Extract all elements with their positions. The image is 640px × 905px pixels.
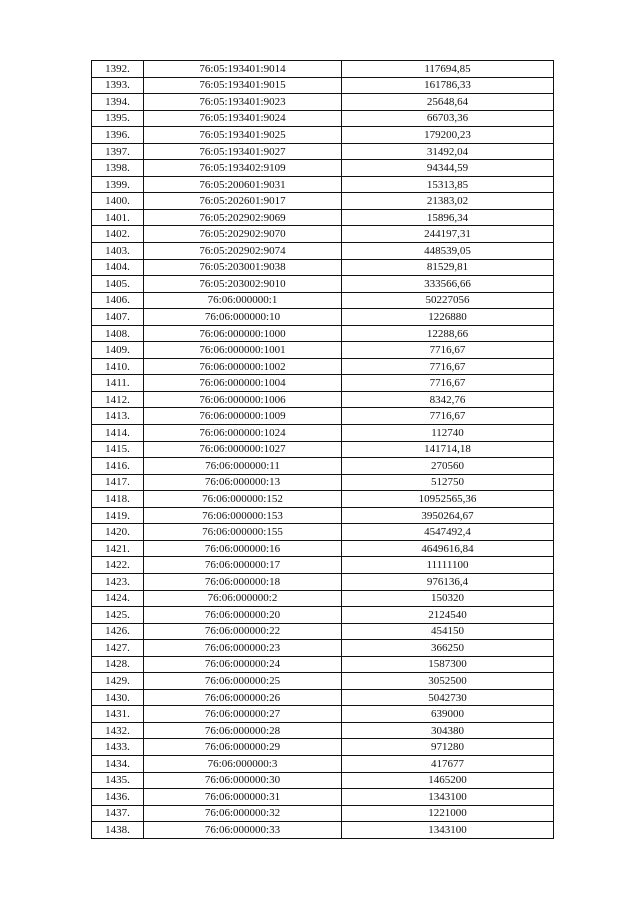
cadastral-number-cell: 76:05:202902:9074 xyxy=(144,243,342,260)
cadastral-number-cell: 76:06:000000:153 xyxy=(144,507,342,524)
cadastral-number-cell: 76:05:193402:9109 xyxy=(144,160,342,177)
cadastral-number-cell: 76:05:193401:9015 xyxy=(144,77,342,94)
table-row xyxy=(92,507,554,524)
value-cell: 1221000 xyxy=(342,805,554,822)
cadastral-number-cell: 76:06:000000:28 xyxy=(144,722,342,739)
cadastral-number-cell: 76:06:000000:1001 xyxy=(144,342,342,359)
row-number-cell: 1397. xyxy=(92,143,144,160)
value-cell: 454150 xyxy=(342,623,554,640)
value-cell: 141714,18 xyxy=(342,441,554,458)
cadastral-number-cell: 76:06:000000:24 xyxy=(144,656,342,673)
cadastral-number-cell: 76:05:202601:9017 xyxy=(144,193,342,210)
row-number-cell: 1400. xyxy=(92,193,144,210)
row-number-cell: 1436. xyxy=(92,789,144,806)
value-cell: 448539,05 xyxy=(342,243,554,260)
value-cell: 1343100 xyxy=(342,789,554,806)
table-row xyxy=(92,408,554,425)
value-cell: 4649616,84 xyxy=(342,540,554,557)
cadastral-number-cell: 76:06:000000:27 xyxy=(144,706,342,723)
table-row xyxy=(92,425,554,442)
cadastral-number-cell: 76:05:193401:9014 xyxy=(144,61,342,78)
value-cell: 31492,04 xyxy=(342,143,554,160)
value-cell: 1465200 xyxy=(342,772,554,789)
cadastral-number-cell: 76:06:000000:16 xyxy=(144,540,342,557)
row-number-cell: 1394. xyxy=(92,94,144,111)
value-cell: 333566,66 xyxy=(342,276,554,293)
cadastral-number-cell: 76:06:000000:22 xyxy=(144,623,342,640)
row-number-cell: 1427. xyxy=(92,640,144,657)
value-cell: 4547492,4 xyxy=(342,524,554,541)
cadastral-number-cell: 76:06:000000:18 xyxy=(144,573,342,590)
value-cell: 2124540 xyxy=(342,607,554,624)
row-number-cell: 1405. xyxy=(92,276,144,293)
table-row xyxy=(92,722,554,739)
cadastral-value-table xyxy=(91,60,554,839)
row-number-cell: 1434. xyxy=(92,755,144,772)
cadastral-number-cell: 76:06:000000:1027 xyxy=(144,441,342,458)
cadastral-number-cell: 76:06:000000:26 xyxy=(144,689,342,706)
cadastral-number-cell: 76:06:000000:1 xyxy=(144,292,342,309)
table-row xyxy=(92,755,554,772)
row-number-cell: 1414. xyxy=(92,425,144,442)
row-number-cell: 1406. xyxy=(92,292,144,309)
table-row xyxy=(92,524,554,541)
row-number-cell: 1403. xyxy=(92,243,144,260)
table-row xyxy=(92,656,554,673)
value-cell: 639000 xyxy=(342,706,554,723)
row-number-cell: 1431. xyxy=(92,706,144,723)
value-cell: 15313,85 xyxy=(342,176,554,193)
row-number-cell: 1398. xyxy=(92,160,144,177)
table-row xyxy=(92,292,554,309)
table-row xyxy=(92,805,554,822)
cadastral-number-cell: 76:06:000000:1006 xyxy=(144,391,342,408)
cadastral-number-cell: 76:06:000000:1009 xyxy=(144,408,342,425)
table-row xyxy=(92,110,554,127)
cadastral-number-cell: 76:06:000000:31 xyxy=(144,789,342,806)
row-number-cell: 1417. xyxy=(92,474,144,491)
row-number-cell: 1423. xyxy=(92,573,144,590)
row-number-cell: 1407. xyxy=(92,309,144,326)
value-cell: 10952565,36 xyxy=(342,491,554,508)
value-cell: 50227056 xyxy=(342,292,554,309)
value-cell: 15896,34 xyxy=(342,209,554,226)
table-row xyxy=(92,640,554,657)
table-row xyxy=(92,391,554,408)
cadastral-number-cell: 76:06:000000:1004 xyxy=(144,375,342,392)
row-number-cell: 1411. xyxy=(92,375,144,392)
value-cell: 976136,4 xyxy=(342,573,554,590)
row-number-cell: 1399. xyxy=(92,176,144,193)
cadastral-number-cell: 76:06:000000:10 xyxy=(144,309,342,326)
value-cell: 8342,76 xyxy=(342,391,554,408)
value-cell: 244197,31 xyxy=(342,226,554,243)
value-cell: 5042730 xyxy=(342,689,554,706)
cadastral-number-cell: 76:06:000000:1002 xyxy=(144,358,342,375)
cadastral-number-cell: 76:05:203002:9010 xyxy=(144,276,342,293)
row-number-cell: 1419. xyxy=(92,507,144,524)
table-row xyxy=(92,474,554,491)
row-number-cell: 1421. xyxy=(92,540,144,557)
document-page xyxy=(91,60,553,839)
value-cell: 417677 xyxy=(342,755,554,772)
cadastral-number-cell: 76:05:203001:9038 xyxy=(144,259,342,276)
cadastral-number-cell: 76:06:000000:13 xyxy=(144,474,342,491)
row-number-cell: 1395. xyxy=(92,110,144,127)
cadastral-number-cell: 76:06:000000:152 xyxy=(144,491,342,508)
value-cell: 21383,02 xyxy=(342,193,554,210)
table-row xyxy=(92,739,554,756)
cadastral-number-cell: 76:06:000000:20 xyxy=(144,607,342,624)
value-cell: 7716,67 xyxy=(342,358,554,375)
table-row xyxy=(92,557,554,574)
row-number-cell: 1429. xyxy=(92,673,144,690)
table-body xyxy=(92,61,554,839)
cadastral-number-cell: 76:06:000000:3 xyxy=(144,755,342,772)
table-row xyxy=(92,822,554,839)
table-row xyxy=(92,772,554,789)
table-row xyxy=(92,309,554,326)
row-number-cell: 1412. xyxy=(92,391,144,408)
value-cell: 7716,67 xyxy=(342,375,554,392)
table-row xyxy=(92,540,554,557)
table-row xyxy=(92,673,554,690)
table-row xyxy=(92,325,554,342)
value-cell: 3950264,67 xyxy=(342,507,554,524)
cadastral-number-cell: 76:06:000000:1024 xyxy=(144,425,342,442)
value-cell: 81529,81 xyxy=(342,259,554,276)
cadastral-number-cell: 76:05:193401:9025 xyxy=(144,127,342,144)
table-row xyxy=(92,689,554,706)
value-cell: 112740 xyxy=(342,425,554,442)
value-cell: 117694,85 xyxy=(342,61,554,78)
value-cell: 366250 xyxy=(342,640,554,657)
cadastral-number-cell: 76:06:000000:2 xyxy=(144,590,342,607)
row-number-cell: 1425. xyxy=(92,607,144,624)
value-cell: 179200,23 xyxy=(342,127,554,144)
row-number-cell: 1401. xyxy=(92,209,144,226)
cadastral-number-cell: 76:06:000000:29 xyxy=(144,739,342,756)
row-number-cell: 1396. xyxy=(92,127,144,144)
row-number-cell: 1430. xyxy=(92,689,144,706)
value-cell: 304380 xyxy=(342,722,554,739)
cadastral-number-cell: 76:06:000000:30 xyxy=(144,772,342,789)
cadastral-number-cell: 76:06:000000:33 xyxy=(144,822,342,839)
row-number-cell: 1428. xyxy=(92,656,144,673)
row-number-cell: 1413. xyxy=(92,408,144,425)
value-cell: 25648,64 xyxy=(342,94,554,111)
cadastral-number-cell: 76:05:200601:9031 xyxy=(144,176,342,193)
row-number-cell: 1432. xyxy=(92,722,144,739)
row-number-cell: 1404. xyxy=(92,259,144,276)
cadastral-number-cell: 76:05:202902:9069 xyxy=(144,209,342,226)
value-cell: 512750 xyxy=(342,474,554,491)
table-row xyxy=(92,789,554,806)
table-row xyxy=(92,607,554,624)
table-row xyxy=(92,209,554,226)
cadastral-number-cell: 76:05:193401:9027 xyxy=(144,143,342,160)
table-row xyxy=(92,590,554,607)
row-number-cell: 1393. xyxy=(92,77,144,94)
table-row xyxy=(92,61,554,78)
row-number-cell: 1438. xyxy=(92,822,144,839)
row-number-cell: 1418. xyxy=(92,491,144,508)
table-row xyxy=(92,176,554,193)
row-number-cell: 1435. xyxy=(92,772,144,789)
row-number-cell: 1416. xyxy=(92,458,144,475)
value-cell: 1226880 xyxy=(342,309,554,326)
table-row xyxy=(92,143,554,160)
row-number-cell: 1402. xyxy=(92,226,144,243)
value-cell: 3052500 xyxy=(342,673,554,690)
cadastral-number-cell: 76:06:000000:32 xyxy=(144,805,342,822)
cadastral-number-cell: 76:05:193401:9023 xyxy=(144,94,342,111)
row-number-cell: 1426. xyxy=(92,623,144,640)
table-row xyxy=(92,573,554,590)
table-row xyxy=(92,226,554,243)
row-number-cell: 1420. xyxy=(92,524,144,541)
cadastral-number-cell: 76:06:000000:25 xyxy=(144,673,342,690)
row-number-cell: 1408. xyxy=(92,325,144,342)
table-row xyxy=(92,441,554,458)
cadastral-number-cell: 76:06:000000:1000 xyxy=(144,325,342,342)
table-row xyxy=(92,458,554,475)
table-row xyxy=(92,342,554,359)
row-number-cell: 1392. xyxy=(92,61,144,78)
row-number-cell: 1437. xyxy=(92,805,144,822)
cadastral-number-cell: 76:06:000000:11 xyxy=(144,458,342,475)
row-number-cell: 1422. xyxy=(92,557,144,574)
table-row xyxy=(92,127,554,144)
table-row xyxy=(92,259,554,276)
cadastral-number-cell: 76:05:202902:9070 xyxy=(144,226,342,243)
value-cell: 7716,67 xyxy=(342,408,554,425)
value-cell: 66703,36 xyxy=(342,110,554,127)
row-number-cell: 1409. xyxy=(92,342,144,359)
value-cell: 94344,59 xyxy=(342,160,554,177)
value-cell: 12288,66 xyxy=(342,325,554,342)
table-row xyxy=(92,375,554,392)
cadastral-number-cell: 76:06:000000:155 xyxy=(144,524,342,541)
value-cell: 270560 xyxy=(342,458,554,475)
table-row xyxy=(92,243,554,260)
row-number-cell: 1415. xyxy=(92,441,144,458)
table-row xyxy=(92,193,554,210)
table-row xyxy=(92,358,554,375)
cadastral-number-cell: 76:06:000000:17 xyxy=(144,557,342,574)
row-number-cell: 1410. xyxy=(92,358,144,375)
cadastral-number-cell: 76:05:193401:9024 xyxy=(144,110,342,127)
value-cell: 161786,33 xyxy=(342,77,554,94)
value-cell: 1343100 xyxy=(342,822,554,839)
table-row xyxy=(92,276,554,293)
table-row xyxy=(92,706,554,723)
table-row xyxy=(92,77,554,94)
row-number-cell: 1424. xyxy=(92,590,144,607)
value-cell: 971280 xyxy=(342,739,554,756)
table-row xyxy=(92,160,554,177)
row-number-cell: 1433. xyxy=(92,739,144,756)
table-row xyxy=(92,94,554,111)
cadastral-number-cell: 76:06:000000:23 xyxy=(144,640,342,657)
value-cell: 7716,67 xyxy=(342,342,554,359)
value-cell: 11111100 xyxy=(342,557,554,574)
table-row xyxy=(92,623,554,640)
value-cell: 150320 xyxy=(342,590,554,607)
table-row xyxy=(92,491,554,508)
value-cell: 1587300 xyxy=(342,656,554,673)
